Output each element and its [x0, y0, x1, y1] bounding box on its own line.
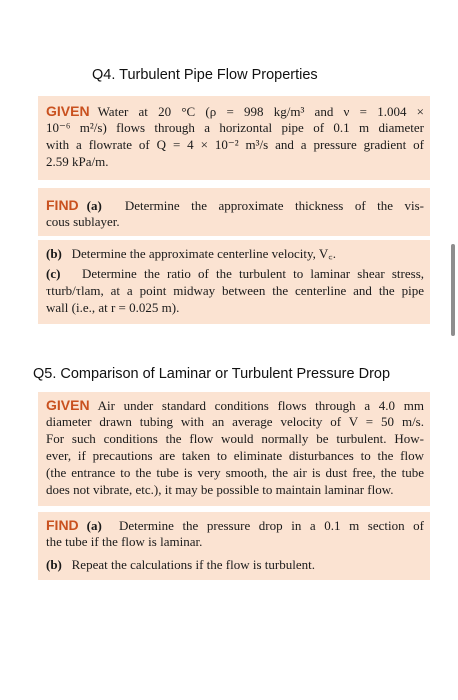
- q4-find-tag: FIND: [46, 197, 79, 213]
- q4-given-tag: GIVEN: [46, 103, 90, 119]
- q4-find-b-label: (b): [46, 246, 62, 261]
- q5-find-tag: FIND: [46, 517, 79, 533]
- q4-given-line-3: with a flowrate of Q = 4 × 10⁻² m³/s and a pressure gradient of: [46, 137, 424, 152]
- q4-find-line-1: FIND (a) Determine the approximate thickness of the vis-: [46, 197, 424, 213]
- q4-title: Q4. Turbulent Pipe Flow Properties: [92, 67, 318, 83]
- q5-find-line-1: FIND (a) Determine the pressure drop in a 0.1 m section of: [46, 517, 424, 533]
- q4-find-a-label: (a): [86, 198, 102, 213]
- q4-find-c-line-3: wall (i.e., at r = 0.025 m).: [46, 300, 180, 315]
- q5-find-a-label: (a): [86, 518, 102, 533]
- q5-given-line-3: For such conditions the flow would normally be turbulent. How-: [46, 431, 424, 446]
- q4-find-b: (b) Determine the approximate centerline velocity, V꜀.: [46, 246, 337, 261]
- q5-find-b-label: (b): [46, 557, 62, 572]
- q5-find-b: (b) Repeat the calculations if the flow is turbulent.: [46, 557, 315, 572]
- q5-given-line-4: ever, if precautions are taken to eliminate disturbances to the flow: [46, 448, 424, 463]
- q5-given-line-6: does not vibrate, etc.), it may be possible to maintain laminar flow.: [46, 482, 394, 497]
- q5-given-line-2: diameter drawn tubing with an average velocity of V = 50 m/s.: [46, 414, 424, 429]
- q4-find-c-label: (c): [46, 266, 61, 281]
- q4-given-line-1: GIVEN Water at 20 °C (ρ = 998 kg/m³ and ν = 1.004 ×: [46, 103, 424, 119]
- q5-find-line-2: the tube if the flow is laminar.: [46, 534, 203, 549]
- scrollbar-thumb[interactable]: [451, 244, 455, 336]
- q5-given-tag: GIVEN: [46, 397, 90, 413]
- q4-find-c-line-2: τturb/τlam, at a point midway between the centerline and the pipe: [46, 283, 424, 298]
- q4-find-line-2: cous sublayer.: [46, 214, 120, 229]
- q5-given-line-5: (the entrance to the tube is very smooth, the air is dust free, the tube: [46, 465, 424, 480]
- q5-title: Q5. Comparison of Laminar or Turbulent Pressure Drop: [33, 366, 391, 382]
- q4-given-line-4: 2.59 kPa/m.: [46, 154, 109, 169]
- q5-given-line-1: GIVEN Air under standard conditions flows through a 4.0 mm: [46, 397, 424, 413]
- q4-find-c-line-1: (c) Determine the ratio of the turbulent to laminar shear stress,: [46, 266, 424, 281]
- q4-given-line-2: 10⁻⁶ m²/s) flows through a horizontal pipe of 0.1 m diameter: [46, 120, 424, 135]
